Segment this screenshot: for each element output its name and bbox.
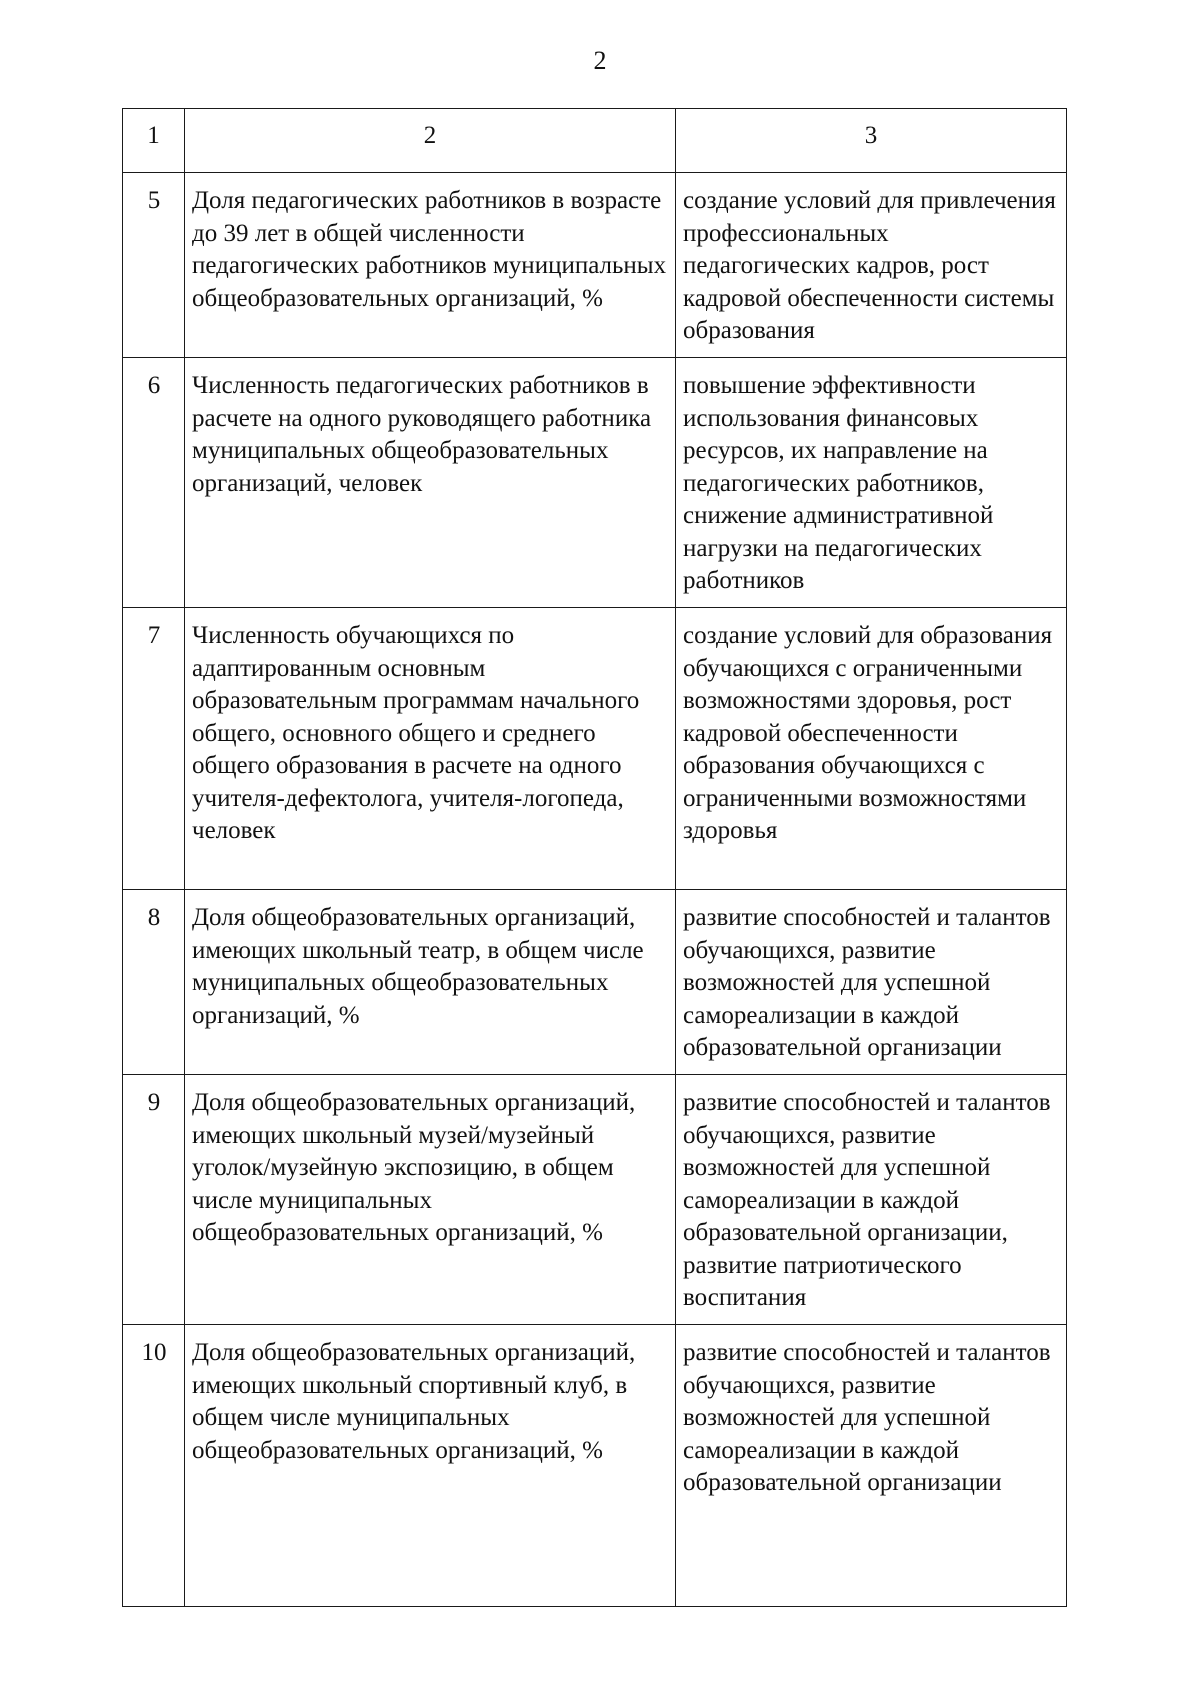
column-header: 2	[185, 109, 676, 173]
row-number: 5	[123, 173, 185, 358]
purpose-cell: развитие способностей и талантов обучающихся, развитие возможностей для успешной самореализации в каждой образовательной организации	[676, 890, 1067, 1075]
indicators-table	[122, 108, 1067, 1607]
purpose-cell: развитие способностей и талантов обучающихся, развитие возможностей для успешной самореализации в каждой образовательной организации	[676, 1325, 1067, 1607]
row-number: 9	[123, 1075, 185, 1325]
indicator-cell: Доля общеобразовательных организаций, имеющих школьный спортивный клуб, в общем числе муниципальных общеобразовательных организаций, %	[185, 1325, 676, 1607]
row-number: 10	[123, 1325, 185, 1607]
table-header-row	[123, 109, 1067, 173]
table-row	[123, 1325, 1067, 1607]
table-row	[123, 890, 1067, 1075]
column-header: 3	[676, 109, 1067, 173]
purpose-cell: создание условий для привлечения профессиональных педагогических кадров, рост кадровой обеспеченности системы образования	[676, 173, 1067, 358]
indicator-cell: Численность обучающихся по адаптированным основным образовательным программам начального общего, основного общего и среднего общего образования в расчете на одного учителя-дефектолога, учителя-логопеда, человек	[185, 608, 676, 890]
table-row	[123, 358, 1067, 608]
table-row	[123, 608, 1067, 890]
page-number: 2	[593, 46, 607, 75]
purpose-cell: повышение эффективности использования финансовых ресурсов, их направление на педагогических работников, снижение административной нагрузки на педагогических работников	[676, 358, 1067, 608]
indicator-cell: Доля педагогических работников в возрасте до 39 лет в общей численности педагогических работников муниципальных общеобразовательных организаций, %	[185, 173, 676, 358]
table-row	[123, 1075, 1067, 1325]
row-number: 6	[123, 358, 185, 608]
purpose-cell: создание условий для образования обучающихся с ограниченными возможностями здоровья, рост кадровой обеспеченности образования обучающихся с ограниченными возможностями здоровья	[676, 608, 1067, 890]
table-row	[123, 173, 1067, 358]
row-number: 8	[123, 890, 185, 1075]
column-header: 1	[123, 109, 185, 173]
indicator-cell: Доля общеобразовательных организаций, имеющих школьный театр, в общем числе муниципальных общеобразовательных организаций, %	[185, 890, 676, 1075]
indicator-cell: Доля общеобразовательных организаций, имеющих школьный музей/музейный уголок/музейную экспозицию, в общем числе муниципальных общеобразовательных организаций, %	[185, 1075, 676, 1325]
row-number: 7	[123, 608, 185, 890]
indicator-cell: Численность педагогических работников в расчете на одного руководящего работника муниципальных общеобразовательных организаций, человек	[185, 358, 676, 608]
purpose-cell: развитие способностей и талантов обучающихся, развитие возможностей для успешной самореализации в каждой образовательной организации, развитие патриотического воспитания	[676, 1075, 1067, 1325]
